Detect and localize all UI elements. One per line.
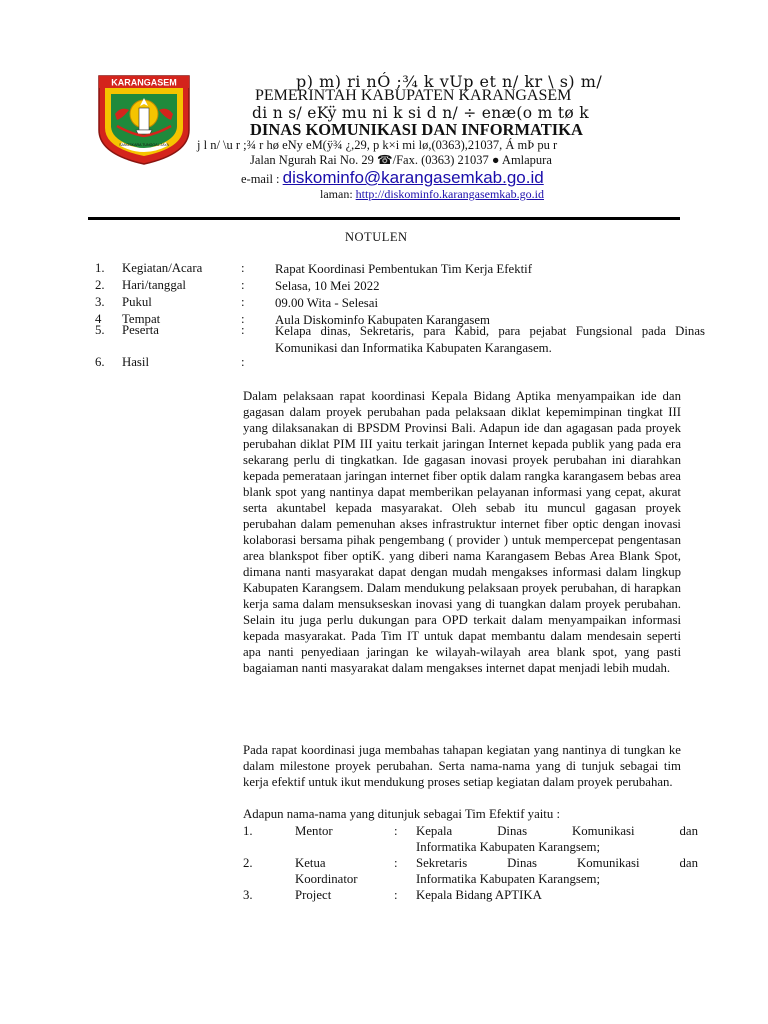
logo-text: KARANGASEM (111, 77, 177, 88)
website-line (320, 187, 768, 202)
email-line (241, 168, 768, 188)
office-address: Jalan Ngurah Rai No. 29 ☎/Fax. (0363) 21037 ● Amlapura (250, 153, 552, 167)
email-label: e-mail : (241, 172, 283, 186)
letterhead-divider (88, 217, 680, 220)
website-link[interactable]: http://diskominfo.karangasemkab.go.id (355, 187, 544, 201)
government-name: PEMERINTAH KABUPATEN KARANGASEM (255, 87, 572, 104)
document-title: NOTULEN (345, 230, 408, 244)
balinese-script-address: j l n/ \u r ;¾ r hø eNy eM(ÿ¾ ¿,29, p k×i mi lø,(0363),21037, Á mÞ pu r (197, 138, 558, 152)
balinese-script-agency: di n s/ eKÿ mu ni k si d n/ ÷ enæ(o m tø k (252, 104, 589, 122)
result-paragraph: Dalam pelaksaan rapat koordinasi Kepala Bidang Aptika menyampaikan ide dan gagasan dalam proyek perubahan pada pelaksaan diklat kepemimpinan tingkat III yang dilaksanakan di BPSDM Provinsi Bali. Adapun ide dan agagasan pada proyek perubahan diklat PIM III yaitu terkait jaringan Internet kepada publik yang pada era sekarang perlu di tingkatkan. Ide gagasan inovasi proyek perubahan ini diarahkan kepada pemerataan jaringan internet fiber optik dalam rangka karangasem bebas area blank spot yang nantinya dapat memberikan pelayanan informasi yang cepat, akurat serta akuntabel kepada masyarakat. Oleh sebab itu muncul gagasan proyek perubahan dalam pemenuhan akses infrastruktur internet fiber optic dengan inovasi kolaborasi bersama pihak pengembang ( provider ) untuk mempercepat pengentasan area blankspot fiber optiK. yang diberi nama Karangasem Bebas Area Blank Spot, dimana nanti masyarakat dapat dengan mudah mengakses informasi dalam lingkup Kabupaten Karangsem. Dalam mendukung pelaksaan proyek perubahan, di harapkan kerja sama dalam mensukseskan inovasi yang di tuangkan dalam proyek perubahan. Selain itu juga perlu dukungan para OPD terkait dalam menyampaikan informasi kepada masyarakat. Pada Tim IT untuk dapat membantu dalam mendesain seperti apa nanti penyediaan jaringan ke wilayah-wilayah area blank spot, yang pasti bagaiaman nanti masyarakat dalam mengakses internet dapat menjadi lebih mudah. (243, 389, 681, 675)
agency-name: DINAS KOMUNIKASI DAN INFORMATIKA (250, 120, 583, 139)
document-page: KARANGASEM SANGSKARA TUNGGAL JAYA p) m) ri nÓ ;¾ k vUp et n/ kr \ s) m/ PEMERINTAH KABUPATEN KARANGASEM di n s/ eKÿ mu ni k si d n/ ÷ enæ(o m tø k DINAS KOMUNIKASI DAN INFORMATIKA j l n/ \u r ;¾ r hø eNy eM(ÿ¾ ¿,29, p k×i mi lø,(0363),21037, Á mÞ pu r Jalan Ngurah Rai No. 29 ☎/Fax. (0363) 21037 ● Amlapura e-mail : diskominfo@karangasemkab.go.id laman: http://diskominfo.karangasemkab.go.id NOTULEN 1. Kegiatan/Acara : Rapat Koordinasi Pembentukan Tim Kerja Efektif 2. Hari/tanggal : Selasa, 10 Mei 2022 3. Pukul : 09.00 Wita - Selesai 4 Tempat : Aula Diskominfo Kabupaten Karangasem 5. Peserta : Kelapa dinas, Sekretaris, para Kabid, para pejabat Fungsional pada Dinas Komunikasi dan Informatika Kabupaten Karangasem. 6. Hasil : Dalam pelaksaan rapat koordinasi Kepala Bidang Aptika menyampaikan ide dan gagasan dalam proyek perubahan pada pelaksaan diklat kepemimpinan tingkat III yang dilaksanakan di BPSDM Provinsi Bali. Adapun ide dan agagasan pada proyek perubahan diklat PIM III yaitu terkait jaringan Internet kepada publik yang pada era sekarang perlu di tingkatkan. Ide gagasan inovasi proyek perubahan ini diarahkan kepada pemerataan jaringan internet fiber optik dalam rangka karangasem bebas area blank spot yang nantinya dapat memberikan pelayanan informasi yang cepat, akurat serta akuntabel kepada masyarakat. Oleh sebab itu muncul gagasan proyek perubahan dalam pemenuhan akses infrastruktur internet fiber optic dengan inovasi kolaborasi bersama pihak pengembang ( provider ) untuk mempercepat pengentasan area blankspot fiber optiK. yang diberi nama Karangasem Bebas Area Blank Spot, dimana nanti masyarakat dapat dengan mudah mengakses informasi dalam lingkup Kabupaten Karangsem. Dalam mendukung pelaksaan proyek perubahan, di harapkan kerja sama dalam mensukseskan inovasi yang di tuangkan dalam proyek perubahan. Selain itu juga perlu dukungan para OPD terkait dalam menyampaikan informasi kepada masyarakat. Pada Tim IT untuk dapat membantu dalam mendesain seperti apa nanti penyediaan jaringan ke wilayah-wilayah area blank spot, yang pasti bagaiaman nanti masyarakat dalam mengakses internet dapat menjadi lebih mudah. Pada rapat koordinasi juga membahas tahapan kegiatan yang nantinya di tungkan ke dalam milestone proyek perubahan. Serta nama-nama yang di tunjuk sebagai tim kerja efektif untuk ikut mendukung proses setiap kegiatan dalam proyek perubahan. Adapun nama-nama yang ditunjuk sebagai Tim Efektif yaitu : 1. Mentor : Kepala Dinas Komunikasi dan Informatika Kabupaten Karangsem; 2. Ketua Koordinator : Sekretaris Dinas Komunikasi dan Informatika Kabupaten Karangsem; 3. Project : Kepala Bidang APTIKA (0, 0, 768, 1024)
result-paragraph: Adapun nama-nama yang ditunjuk sebagai Tim Efektif yaitu : (243, 807, 561, 821)
result-paragraph: Pada rapat koordinasi juga membahas tahapan kegiatan yang nantinya di tungkan ke dalam milestone proyek perubahan. Serta nama-nama yang di tunjuk sebagai tim kerja efektif untuk ikut mendukung proses setiap kegiatan dalam proyek perubahan. (243, 743, 681, 789)
balinese-script-government: p) m) ri nÓ ;¾ k vUp et n/ kr \ s) m/ (296, 72, 603, 91)
website-label: laman: (320, 187, 356, 201)
email-link[interactable]: diskominfo@karangasemkab.go.id (282, 168, 544, 187)
logo-motto: SANGSKARA TUNGGAL JAYA (119, 143, 169, 147)
karangasem-emblem-logo (95, 70, 193, 166)
